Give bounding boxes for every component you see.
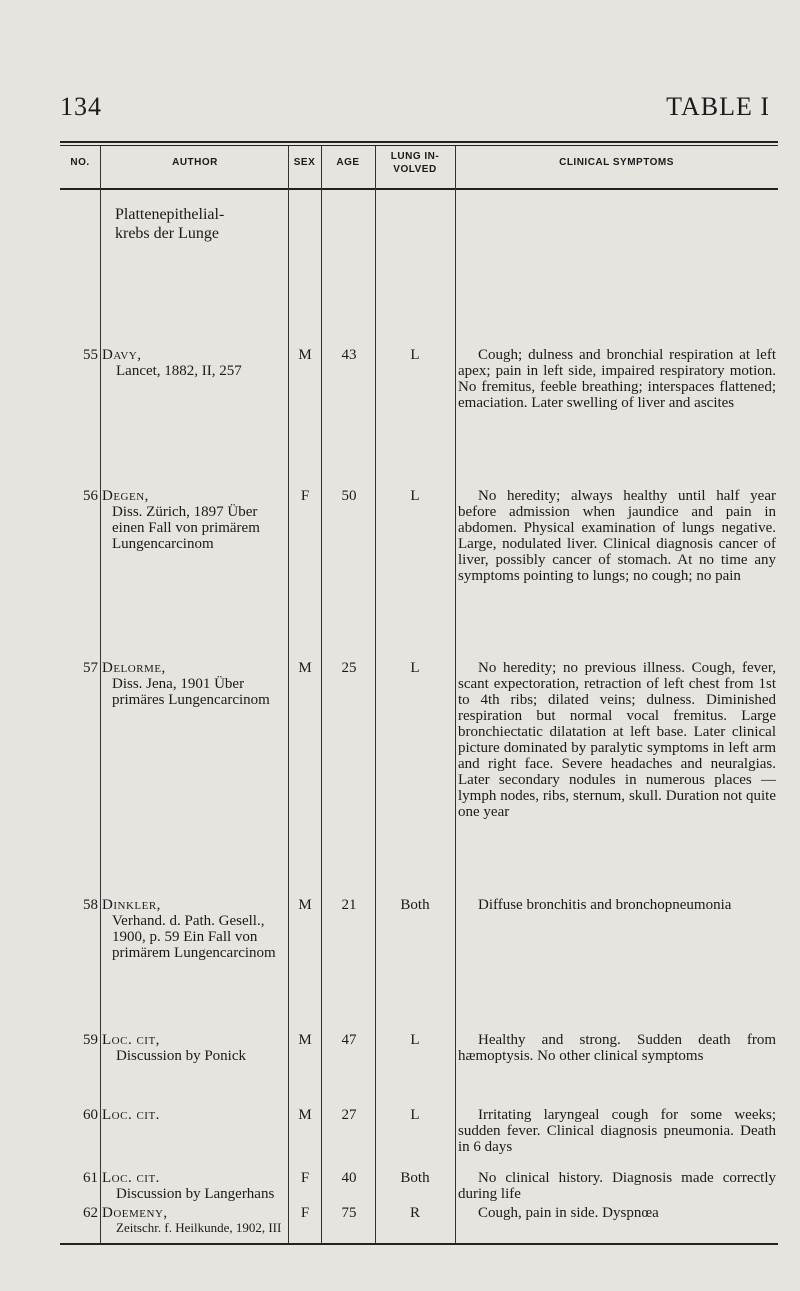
sex-cell: F: [300, 1170, 310, 1186]
case-number: 61: [83, 1170, 98, 1186]
sex-cell: F: [300, 1205, 310, 1221]
col-head-author: AUTHOR: [172, 157, 218, 168]
author-cell: [102, 1032, 290, 1064]
sex-cell: M: [298, 1032, 312, 1048]
author-reference: Discussion by Ponick: [116, 1048, 247, 1064]
case-number: 59: [83, 1032, 98, 1048]
sex-cell: M: [298, 897, 312, 913]
sex-cell: M: [298, 1107, 312, 1123]
symptoms-cell: Healthy and strong. Sudden death from hæmoptysis. No other clinical symptoms: [458, 1032, 776, 1064]
column-divider: [375, 146, 376, 1244]
page-title: TABLE I: [666, 92, 770, 121]
section-title-line1: Plattenepithelial-: [115, 206, 225, 223]
author-cell: [102, 897, 290, 961]
case-number: 60: [83, 1107, 98, 1123]
lung-cell: L: [410, 488, 420, 504]
case-number: 62: [83, 1205, 98, 1221]
author-name: Degen,: [102, 488, 149, 504]
age-cell: 21: [341, 897, 357, 913]
lung-cell: L: [410, 347, 420, 363]
top-rule-thin: [60, 145, 778, 146]
column-divider: [100, 146, 101, 1244]
sex-cell: M: [298, 347, 312, 363]
author-name: Loc. cit,: [102, 1032, 160, 1048]
lung-cell: L: [410, 1032, 420, 1048]
age-cell: 25: [341, 660, 357, 676]
age-cell: 27: [341, 1107, 357, 1123]
author-reference: Discussion by Langerhans: [116, 1186, 275, 1202]
col-head-age: AGE: [336, 157, 360, 168]
age-cell: 40: [341, 1170, 357, 1186]
age-cell: 47: [341, 1032, 357, 1048]
case-number: 55: [83, 347, 98, 363]
author-name: Davy,: [102, 347, 142, 363]
case-number: 56: [83, 488, 98, 504]
age-cell: 75: [341, 1205, 357, 1221]
sex-cell: M: [298, 660, 312, 676]
case-number: 58: [83, 897, 98, 913]
lung-cell: L: [410, 660, 420, 676]
col-head-no: NO.: [70, 157, 90, 168]
top-rule: [60, 141, 778, 143]
header-rule: [60, 188, 778, 190]
author-cell: [102, 347, 290, 379]
lung-cell: R: [409, 1205, 420, 1221]
author-reference: Diss. Zürich, 1897 Über einen Fall von primärem Lungencarcinom: [112, 504, 260, 552]
symptoms-cell: No heredity; no previous illness. Cough, fever, scant expectoration, retraction of left chest from 1st to 4th ribs; dilated veins; dulness. Diminished respiration but normal vocal fremitus. Large bronchiectatic dilatation at left base. Later clinical picture dominated by paralytic symptoms in left arm and right face. Severe headaches and neuralgias. Later secondary nodules in numerous places — lymph nodes, ribs, sternum, skull. Duration not quite one year: [458, 660, 776, 820]
lung-cell: Both: [400, 897, 430, 913]
section-title-line2: krebs der Lunge: [115, 225, 219, 242]
symptoms-cell: No clinical history. Diagnosis made correctly during life: [458, 1170, 776, 1202]
symptoms-cell: No heredity; always healthy until half year before admission when jaundice and pain in abdomen. Physical examination of lungs negative. Large, nodulated liver. Clinical diagnosis cancer of liver, possibly cancer of stomach. At no time any symptoms pointing to lungs; no cough; no pain: [458, 488, 776, 584]
age-cell: 50: [341, 488, 357, 504]
author-cell: [102, 1107, 290, 1123]
page-number: 134: [60, 92, 102, 121]
author-name: Doemeny,: [102, 1205, 168, 1221]
author-cell: [102, 1205, 290, 1235]
col-head-lung-line2: VOLVED: [393, 164, 437, 175]
sex-cell: F: [300, 488, 310, 504]
author-name: Dinkler,: [102, 897, 161, 913]
lung-cell: Both: [400, 1170, 430, 1186]
symptoms-cell: Irritating laryngeal cough for some weeks; sudden fever. Clinical diagnosis pneumonia. Death in 6 days: [458, 1107, 776, 1155]
col-head-sex: SEX: [293, 157, 316, 168]
lung-cell: L: [410, 1107, 420, 1123]
author-cell: [102, 660, 290, 708]
symptoms-cell: Diffuse bronchitis and bronchopneumonia: [478, 897, 732, 913]
bottom-rule: [60, 1243, 778, 1245]
author-reference: Lancet, 1882, II, 257: [116, 363, 242, 379]
column-divider: [455, 146, 456, 1244]
column-divider: [321, 146, 322, 1244]
case-number: 57: [83, 660, 98, 676]
author-cell: [102, 488, 290, 552]
col-head-symptoms: CLINICAL SYMPTOMS: [559, 157, 674, 168]
section-title: [115, 205, 224, 243]
symptoms-cell: Cough, pain in side. Dyspnœa: [478, 1205, 659, 1221]
author-reference: Diss. Jena, 1901 Über primäres Lungencarcinom: [112, 676, 270, 708]
author-name: Loc. cit.: [102, 1107, 160, 1123]
page-header: [60, 92, 770, 126]
author-reference: Zeitschr. f. Heilkunde, 1902, III: [116, 1220, 282, 1235]
symptoms-cell: Cough; dulness and bronchial respiration at left apex; pain in left side, impaired respiratory motion. No fremitus, feeble breathing; interspaces flattened; emaciation. Later swelling of liver and ascites: [458, 347, 776, 411]
author-name: Delorme,: [102, 660, 166, 676]
col-head-lung-line1: LUNG IN-: [390, 151, 440, 162]
author-name: Loc. cit.: [102, 1170, 160, 1186]
author-reference: Verhand. d. Path. Gesell., 1900, p. 59 Ein Fall von primärem Lungencarcinom: [112, 913, 276, 961]
author-cell: [102, 1170, 290, 1202]
age-cell: 43: [341, 347, 357, 363]
col-head-lung: [375, 150, 455, 176]
